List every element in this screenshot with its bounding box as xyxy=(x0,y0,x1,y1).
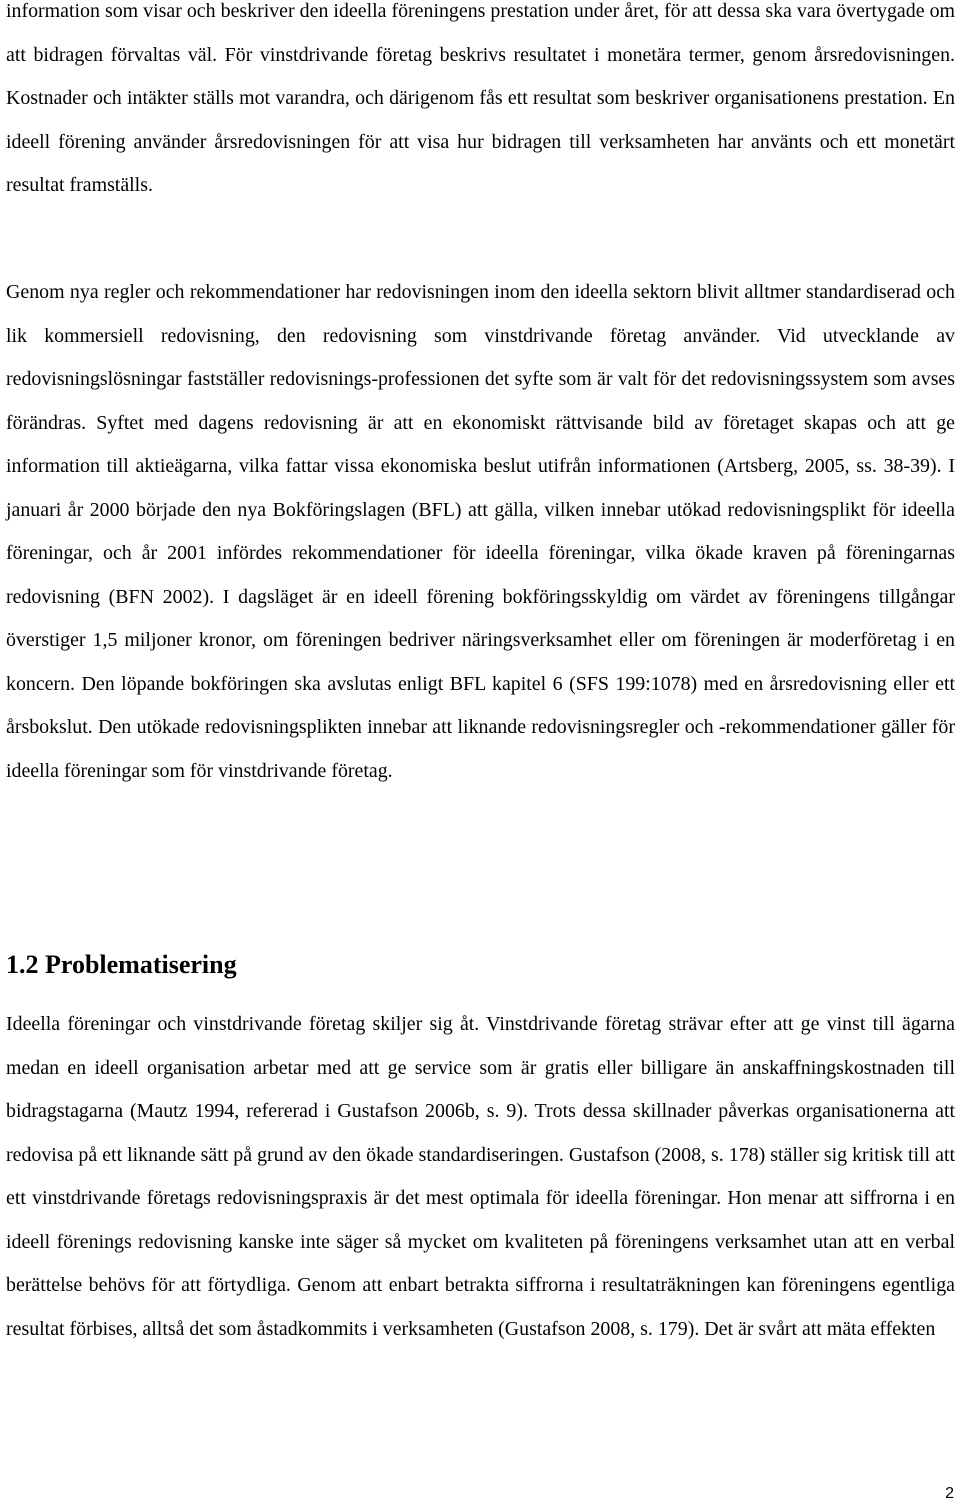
body-paragraph-3: Ideella föreningar och vinstdrivande företag skiljer sig åt. Vinstdrivande företag strävar efter att ge vinst till ägarna medan en ideell organisation arbetar med att ge service som är gratis eller billigare än anskaffningskostnaden till bidragstagarna (Mautz 1994, refererad i Gustafson 2006b, s. 9). Trots dessa skillnader påverkas organisationerna att redovisa på ett liknande sätt på grund av den ökade standardiseringen. Gustafson (2008, s. 178) ställer sig kritisk till att ett vinstdrivande företags redovisningspraxis är det mest optimala för ideella föreningar. Hon menar att siffrorna i en ideell förenings redovisning kanske inte säger så mycket om kvaliteten på föreningens verksamhet utan att en verbal berättelse behövs för att förtydliga. Genom att enbart betrakta siffrorna i resultaträkningen kan föreningens egentliga resultat förbises, alltså det som åstadkommits i verksamheten (Gustafson 2008, s. 179). Det är svårt att mäta effekten xyxy=(6,1013,955,1340)
body-paragraph-1: information som visar och beskriver den ideella föreningens prestation under året, för att dessa ska vara övertygade om att bidragen förvaltas väl. För vinstdrivande företag beskrivs resultatet i monetära termer, genom årsredovisningen. Kostnader och intäkter ställs mot varandra, och därigenom fås ett resultat som beskriver organisationens prestation. En ideell förening använder årsredovisningen för att visa hur bidragen till verksamheten har använts och ett monetärt resultat framställs. xyxy=(6,0,955,196)
body-paragraph-2: Genom nya regler och rekommendationer har redovisningen inom den ideella sektorn blivit alltmer standardiserad och lik kommersiell redovisning, den redovisning som vinstdrivande företag använder. Vid utvecklande av redovisningslösningar fastställer redovisnings-professionen det syfte som är valt för det redovisningssystem som avses förändras. Syftet med dagens redovisning är att en ekonomiskt rättvisande bild av företaget skapas och att ge information till aktieägarna, vilka fattar vissa ekonomiska beslut utifrån informationen (Artsberg, 2005, ss. 38-39). I januari år 2000 började den nya Bokföringslagen (BFL) att gälla, vilken innebar utökad redovisningsplikt för ideella föreningar, och år 2001 infördes rekommendationer för ideella föreningar, vilka ökade kraven på föreningarnas redovisning (BFN 2002). I dagsläget är en ideell förening bokföringsskyldig om värdet av föreningens tillgångar överstiger 1,5 miljoner kronor, om föreningen bedriver näringsverksamhet eller om föreningen är moderföretag i en koncern. Den löpande bokföringen ska avslutas enligt BFL kapitel 6 (SFS 199:1078) med en årsredovisning eller ett årsbokslut. Den utökade redovisningsplikten innebar att liknande redovisningsregler och -rekommendationer gäller för ideella föreningar som för vinstdrivande företag. xyxy=(6,281,955,782)
section-heading: 1.2 Problematisering xyxy=(6,950,237,979)
page-number: 2 xyxy=(945,1485,954,1502)
